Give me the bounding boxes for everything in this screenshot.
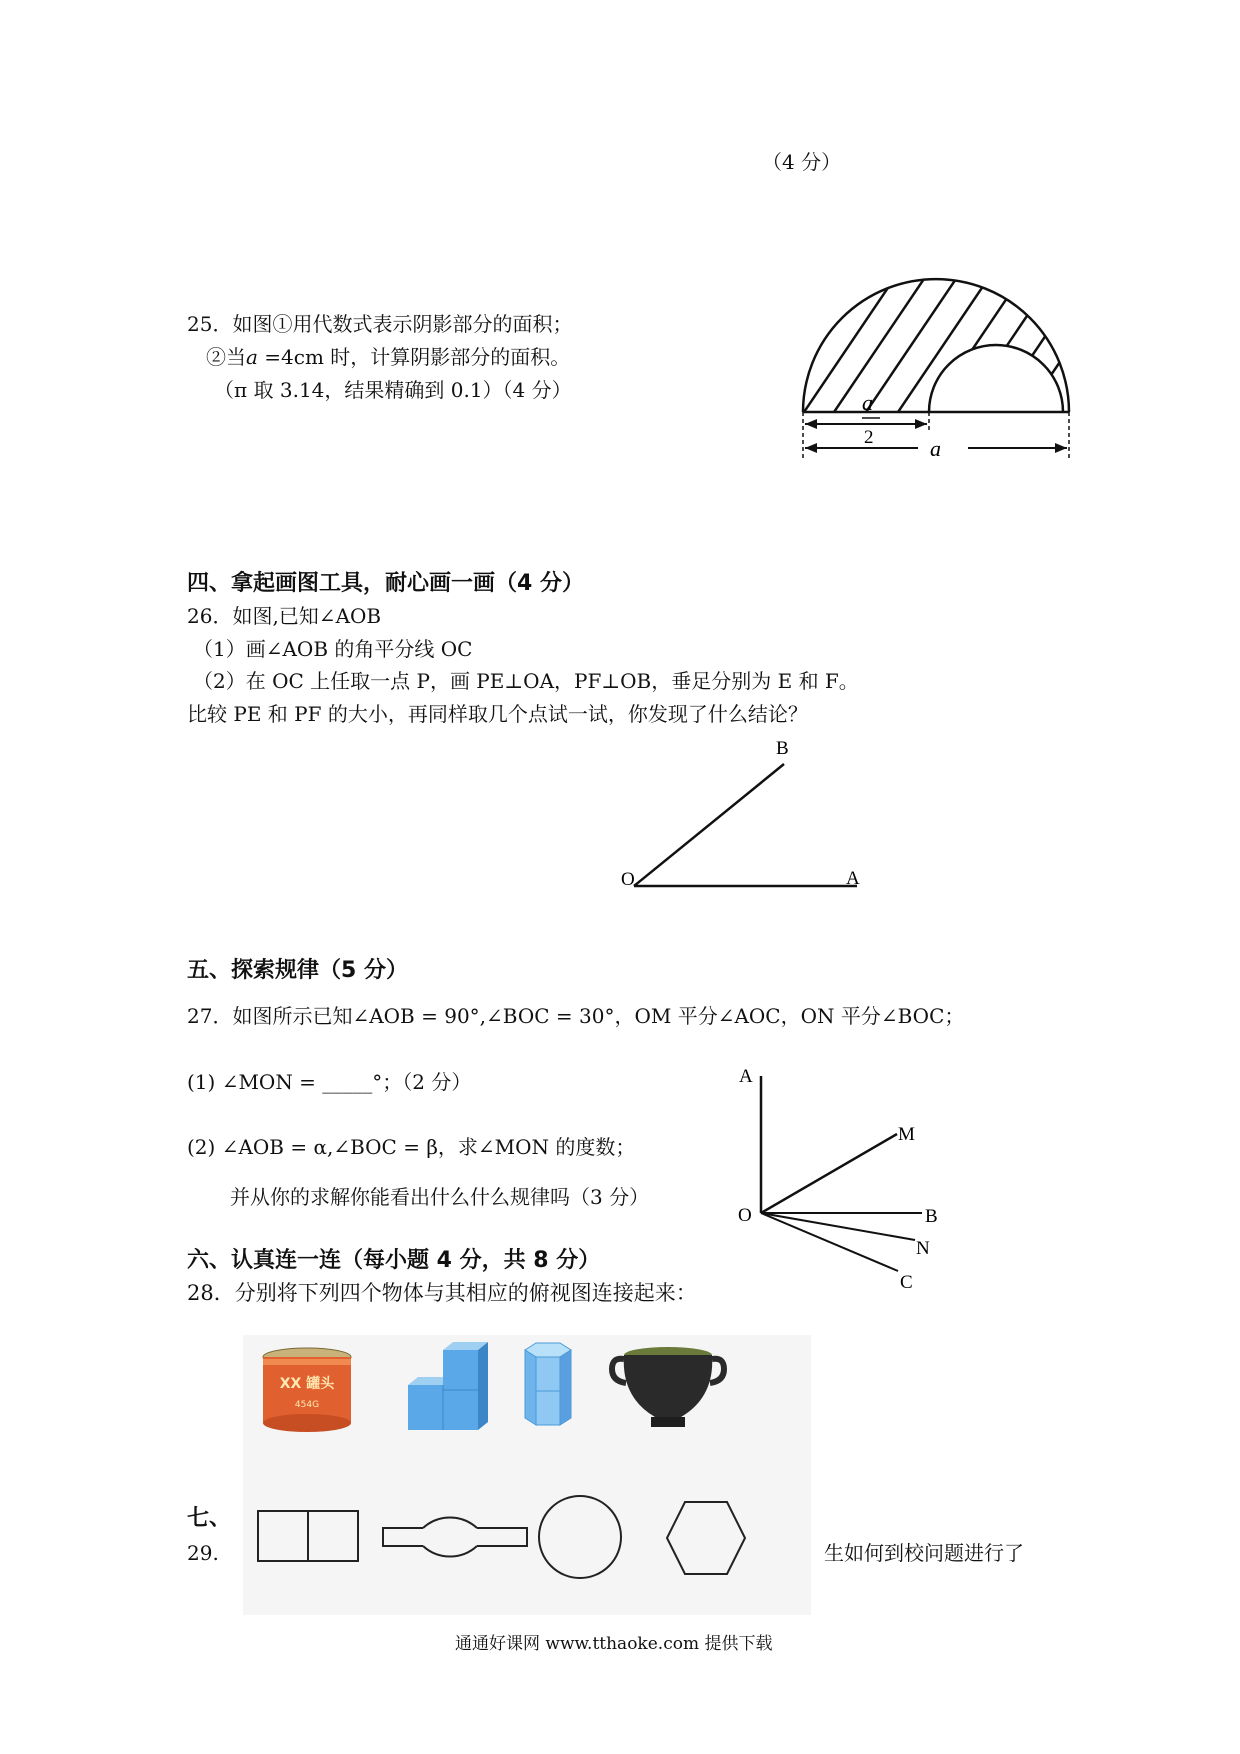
- footer-text: 通通好课网 www.tthaoke.com 提供下载: [455, 1634, 773, 1654]
- top-view-rectangle: [258, 1511, 358, 1561]
- section6-heading: 六、认真连一连（每小题 4 分，共 8 分）: [187, 1248, 601, 1273]
- objects-and-top-views-panel: [243, 1335, 811, 1615]
- can-label: XX 罐头: [279, 1376, 335, 1392]
- q27-line1: 27．如图所示已知∠AOB = 90°,∠BOC = 30°，OM 平分∠AOC，ON 平分∠BOC；: [187, 1004, 965, 1028]
- vase-object: [612, 1347, 724, 1427]
- section7-heading-fragment: 七、: [187, 1506, 232, 1531]
- q28-text: 28．分别将下列四个物体与其相应的俯视图连接起来：: [187, 1281, 697, 1305]
- top-view-hexagon: [667, 1502, 745, 1574]
- top-view-circle-with-handles: [383, 1518, 527, 1557]
- q26-line3: （2）在 OC 上任取一点 P，画 PE⊥OA，PF⊥OB，垂足分别为 E 和 F。: [193, 669, 859, 693]
- q25-var-a: a: [246, 345, 258, 369]
- stepped-blocks-object: [408, 1342, 488, 1430]
- q26-line2: （1）画∠AOB 的角平分线 OC: [193, 637, 473, 661]
- can-object: [263, 1348, 351, 1432]
- fig-label-a: a: [930, 436, 941, 461]
- fig-label-a-numerator: a: [862, 390, 873, 415]
- angle-label-a: A: [846, 868, 860, 889]
- angle-label-b: B: [776, 738, 789, 759]
- section5-heading: 五、探索规律（5 分）: [187, 958, 408, 983]
- fig-label-2-denominator: 2: [864, 427, 874, 448]
- ray-label-b: B: [925, 1206, 938, 1227]
- ray-label-n: N: [916, 1238, 930, 1259]
- q26-line1: 26．如图,已知∠AOB: [187, 604, 382, 628]
- ray-label-c: C: [900, 1272, 913, 1293]
- can-weight: 454G: [294, 1400, 320, 1410]
- q27-line4: 并从你的求解你能看出什么什么规律吗（3 分）: [230, 1185, 650, 1209]
- q29-tail: 生如何到校问题进行了: [824, 1541, 1024, 1565]
- q27-line3: (2) ∠AOB = α,∠BOC = β，求∠MON 的度数；: [187, 1135, 636, 1159]
- q25-line3: （π 取 3.14，结果精确到 0.1）（4 分）: [214, 378, 572, 402]
- angle-label-o: O: [621, 869, 635, 890]
- q27-line2: (1) ∠MON = _____°；（2 分）: [187, 1070, 472, 1094]
- section4-heading: 四、拿起画图工具，耐心画一画（4 分）: [187, 571, 584, 596]
- top-score: （4 分）: [762, 150, 842, 174]
- ray-label-m: M: [898, 1124, 915, 1145]
- ray-label-o: O: [738, 1205, 752, 1226]
- q25-line2-a: ②当: [206, 345, 246, 369]
- objects-and-top-views-drawing: [243, 1335, 811, 1615]
- top-view-circle: [539, 1496, 621, 1578]
- hex-prism-object: [525, 1343, 571, 1425]
- q25-line1: 25．如图①用代数式表示阴影部分的面积；: [187, 312, 573, 336]
- q25-line2-b: =4cm 时，计算阴影部分的面积。: [257, 345, 571, 369]
- q26-line4: 比较 PE 和 PF 的大小，再同样取几个点试一试，你发现了什么结论？: [187, 702, 808, 726]
- q29-fragment: 29.: [187, 1541, 219, 1565]
- ray-label-a: A: [739, 1066, 753, 1087]
